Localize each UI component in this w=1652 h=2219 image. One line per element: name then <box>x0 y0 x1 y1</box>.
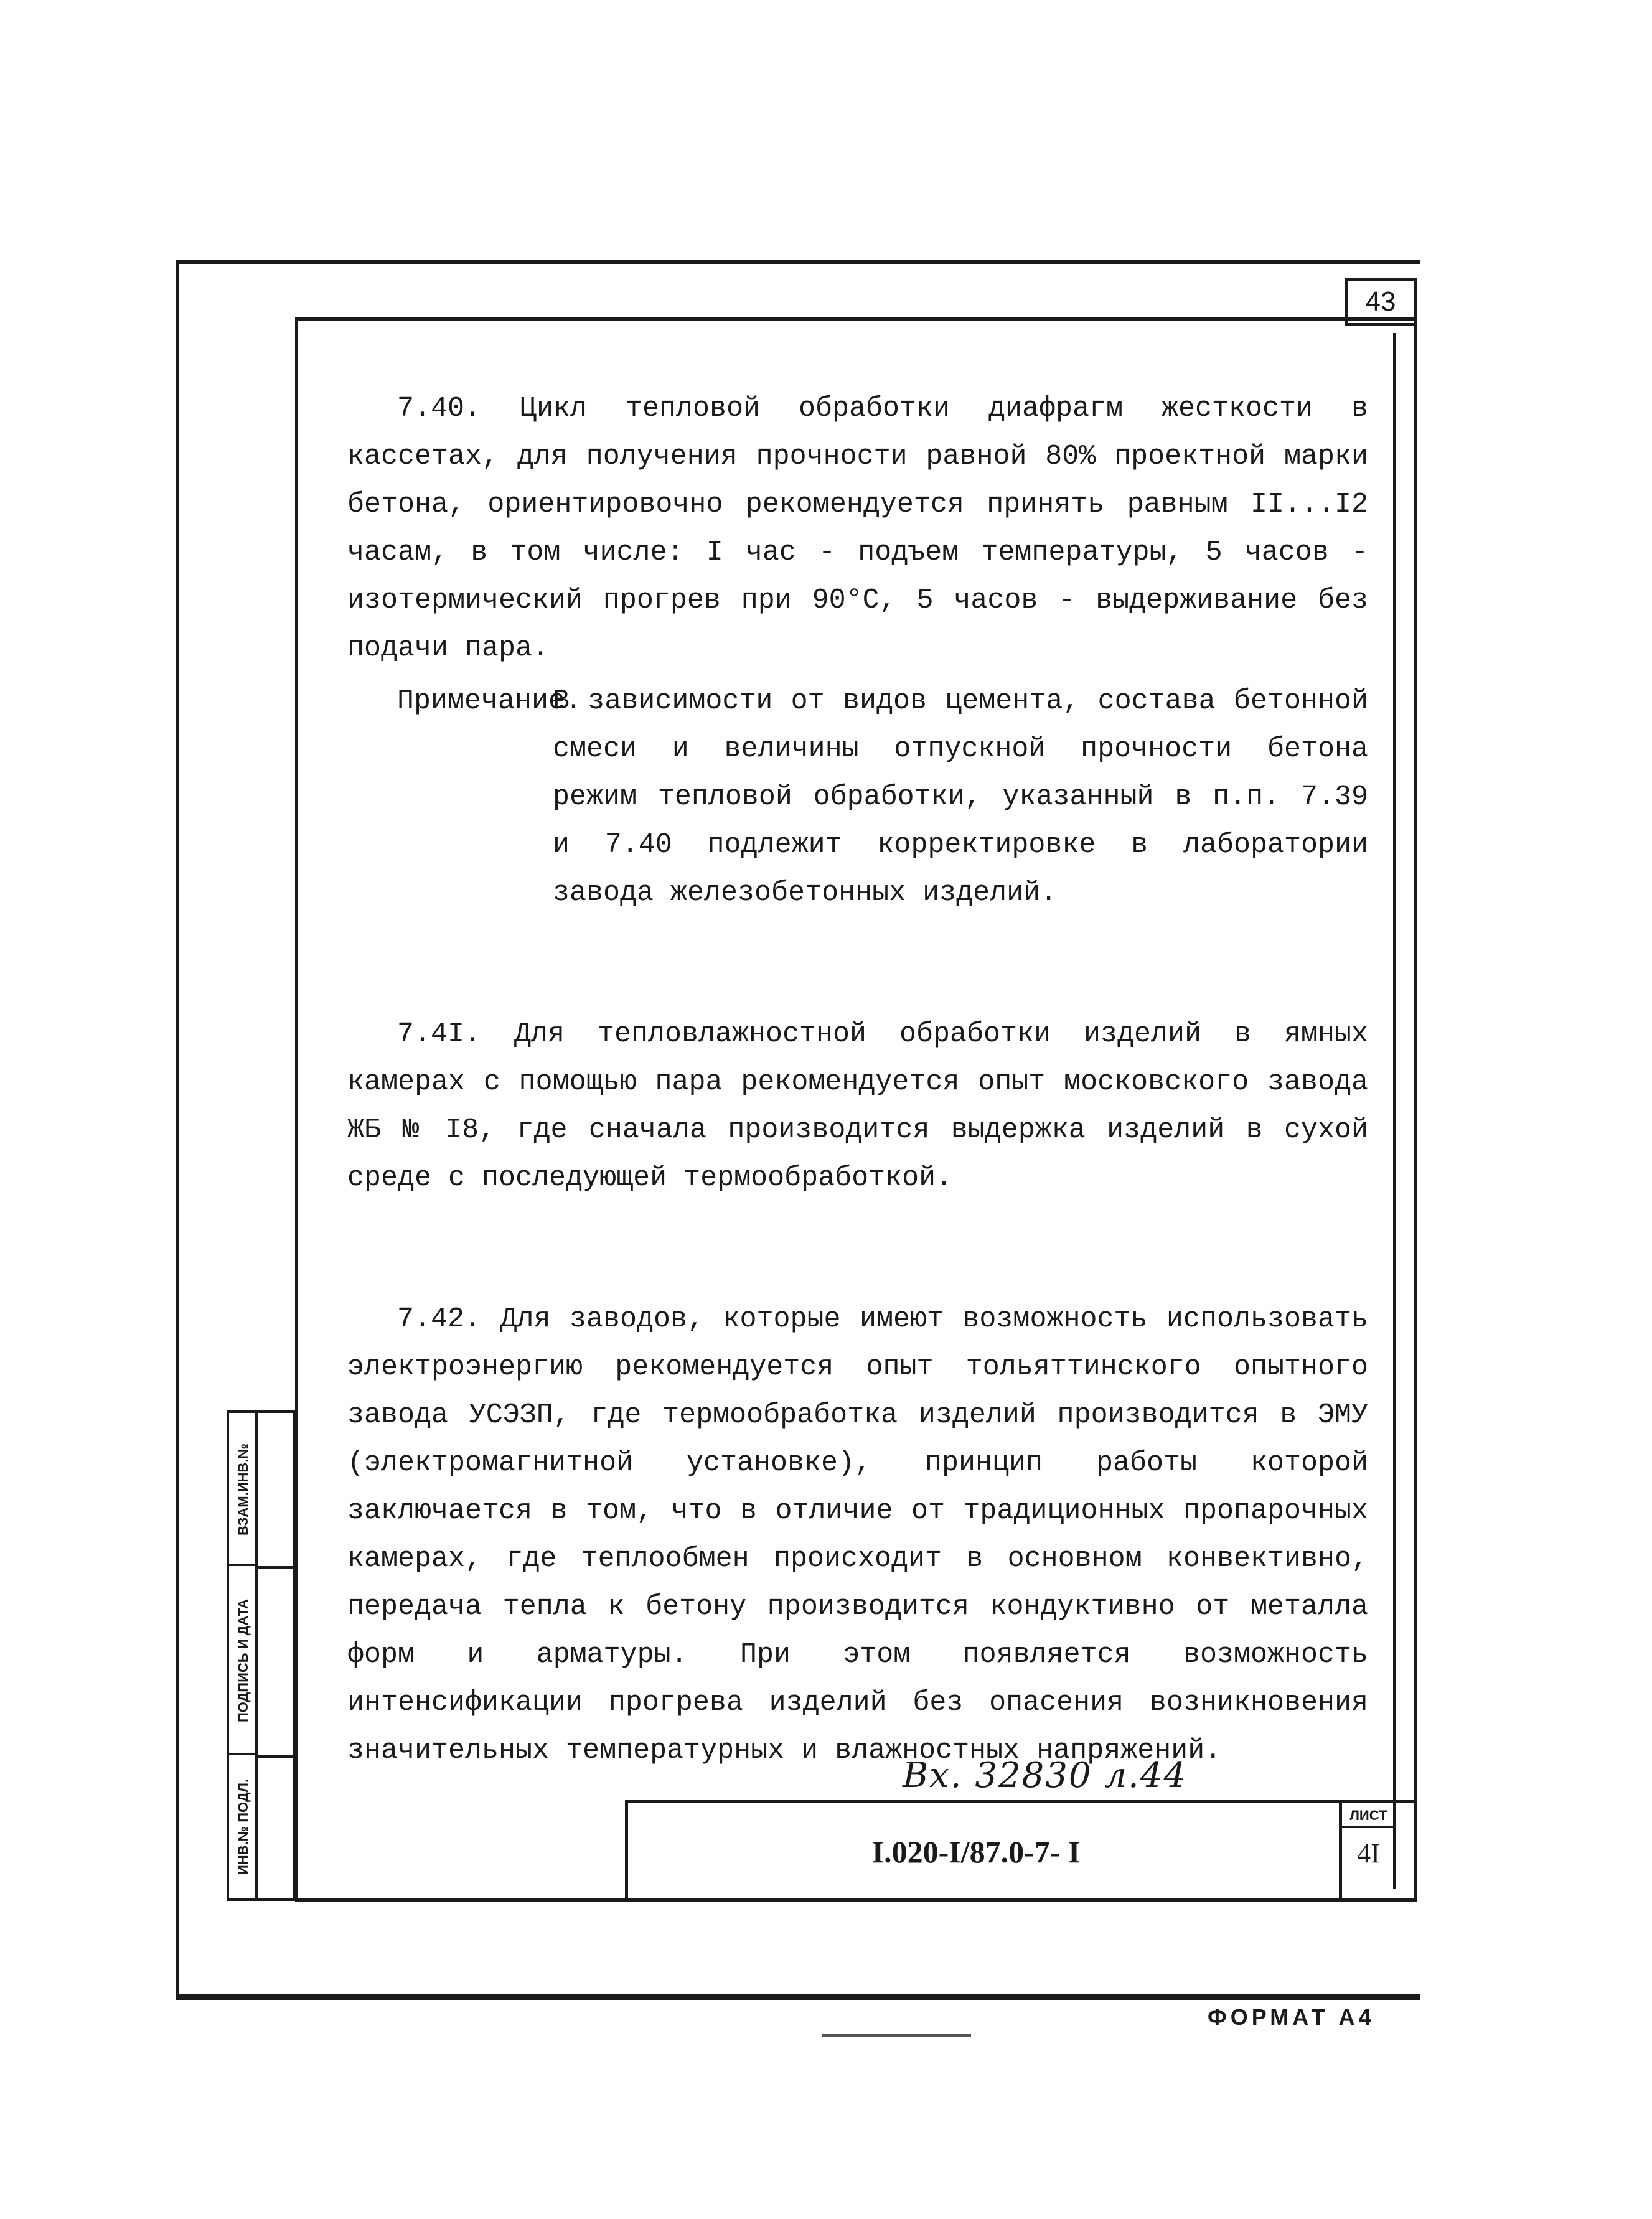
note <box>347 677 1368 917</box>
format-label: ФОРМАТ А4 <box>1208 2004 1375 2030</box>
stamp-cell-substitution <box>229 1413 255 1566</box>
stamp-cell-signature <box>229 1566 255 1755</box>
sheet-number: 4I <box>1357 1838 1380 1869</box>
page-number-top: 43 <box>1345 278 1417 326</box>
approval-stamp-strip <box>227 1410 295 1901</box>
paragraph-7-41: 7.4I. Для тепловлажностной обработки изделий в ямных камерах с помощью пара рекомендуется опыт московского завода ЖБ № I8, где сначала производится выдержка изделий в сухой среде с последующей термообработкой. <box>347 1018 1368 1194</box>
stamp-label-signature-date: ПОДПИСЬ И ДАТА <box>235 1598 251 1723</box>
stamp-label-inventory: ИНВ.№ ПОДЛ. <box>235 1778 251 1875</box>
note-text: В зависимости от видов цемента, состава бетонной смеси и величины отпускной прочности бетона режим тепловой обработки, указанный в п.п. 7.39 и 7.40 подлежит корректировке в лаборатории завода железобетонных изделий. <box>553 685 1368 909</box>
stamp-cell-inventory <box>229 1755 255 1898</box>
bottom-scan-mark <box>822 2034 971 2037</box>
document-body <box>347 385 1368 1775</box>
paragraph-7-40: 7.40. Цикл тепловой обработки диафрагм жесткости в кассетах, для получения прочности равной 80% проектной марки бетона, ориентировочно рекомендуется принять равным II...I2 часам, в том числе: I час - подъем температуры, 5 часов - изотермический прогрев при 90°С, 5 часов - выдерживание без подачи пара. <box>347 393 1368 664</box>
handwritten-registration-note: Вх. 32830 л.44 <box>903 1755 1187 1796</box>
sheet-label: ЛИСТ <box>1342 1803 1395 1828</box>
paragraph-7-42: 7.42. Для заводов, которые имеют возможность использовать электроэнергию рекомендуется опыт тольяттинского опытного завода УСЭЗП, где термообработка изделий производится в ЭМУ (электромагнитной установке), принцип работы которой заключается в том, что в отличие от традиционных пропарочных камерах, где теплообмен происходит в основном конвективно, передача тепла к бетону производится кондуктивно от металла форм и арматуры. При этом появляется возможность интенсификации прогрева изделий без опасения возникновения значительных температурных и влажностных напряжений. <box>347 1303 1368 1766</box>
stamp-label-column <box>229 1413 258 1898</box>
stamp-label-substitution: ВЗАМ.ИНВ.№ <box>235 1443 251 1536</box>
sheet-number-box <box>1339 1803 1395 1901</box>
document-code: I.020-I/87.0-7- I <box>871 1834 1081 1869</box>
title-block <box>625 1800 1417 1901</box>
note-label: Примечание. <box>397 685 583 717</box>
